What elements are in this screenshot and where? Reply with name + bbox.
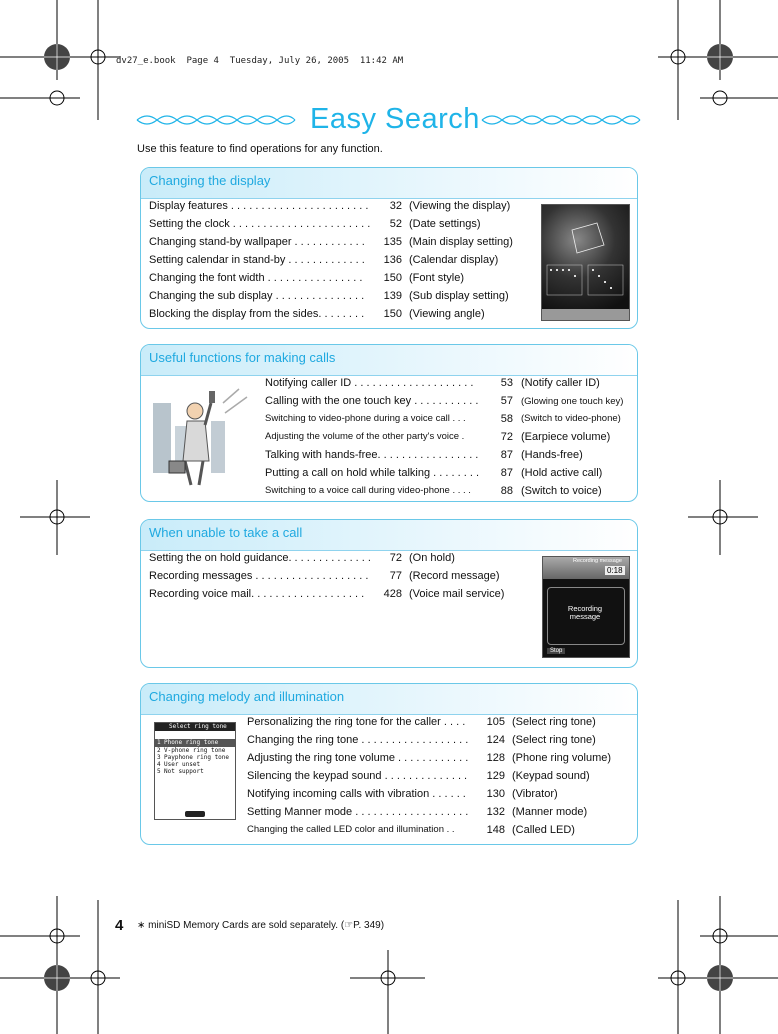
- item-page: 57: [500, 395, 513, 407]
- item-page: 87: [500, 467, 513, 479]
- item-label: Changing the ring tone . . . . . . . . . . . . . . . . . .: [247, 734, 469, 746]
- section-header: [141, 168, 637, 199]
- item-page: 150: [383, 308, 402, 320]
- section-header: [141, 684, 637, 715]
- page-title: Easy Search: [310, 103, 480, 135]
- footnote: ∗ miniSD Memory Cards are sold separately. (☞P. 349): [137, 920, 385, 931]
- item-page: 139: [383, 290, 402, 302]
- item-ref: (On hold): [409, 552, 455, 564]
- item-page: 72: [500, 431, 513, 443]
- ringtone-item: V-phone ring tone: [164, 747, 226, 754]
- item-label: Changing the font width . . . . . . . . . . . . . . . .: [149, 272, 363, 284]
- section-title: Changing melody and illumination: [149, 689, 345, 704]
- page-number: 4: [115, 917, 124, 934]
- ring-tone-screen-image: [154, 722, 236, 820]
- section-header: [141, 520, 637, 551]
- list-item: [247, 824, 575, 836]
- item-page: 150: [383, 272, 402, 284]
- item-page: 132: [486, 806, 505, 818]
- item-label: Notifying incoming calls with vibration . . . . . .: [247, 788, 466, 800]
- list-item: [149, 308, 485, 320]
- item-ref: (Glowing one touch key): [521, 396, 624, 407]
- item-label: Display features . . . . . . . . . . . . . . . . . . . . . . .: [149, 200, 369, 212]
- item-ref: (Viewing angle): [409, 308, 485, 320]
- item-label: Notifying caller ID . . . . . . . . . . . . . . . . . . . .: [265, 377, 474, 389]
- item-ref: (Phone ring volume): [512, 752, 612, 764]
- item-label: Setting Manner mode . . . . . . . . . . . . . . . . . . .: [247, 806, 469, 818]
- item-label: Personalizing the ring tone for the caller . . . .: [247, 716, 466, 728]
- page-subtitle: Use this feature to find operations for any function.: [137, 143, 383, 155]
- item-label: Setting the on hold guidance. . . . . . . . . . . . . .: [149, 552, 371, 564]
- item-ref: (Called LED): [512, 824, 575, 836]
- list-item: [265, 449, 583, 461]
- item-page: 32: [389, 200, 402, 212]
- item-ref: (Hands-free): [521, 449, 583, 461]
- item-label: Talking with hands-free. . . . . . . . . . . . . . . . .: [265, 449, 479, 461]
- ringtone-item: Payphone ring tone: [164, 754, 230, 761]
- item-label: Setting the clock . . . . . . . . . . . . . . . . . . . . . . .: [149, 218, 371, 230]
- item-page: 124: [486, 734, 505, 746]
- item-page: 136: [383, 254, 402, 266]
- item-label: Changing the called LED color and illumination . .: [247, 824, 455, 835]
- list-item: [247, 806, 588, 818]
- item-ref: (Notify caller ID): [521, 377, 600, 389]
- item-ref: (Hold active call): [521, 467, 603, 479]
- item-ref: (Date settings): [409, 218, 481, 230]
- item-page: 72: [389, 552, 402, 564]
- list-item: [265, 413, 621, 425]
- standby-screen-image: [541, 204, 630, 321]
- list-item: [247, 788, 558, 800]
- item-ref: (Sub display setting): [409, 290, 509, 302]
- item-label: Changing stand-by wallpaper . . . . . . . . . . . .: [149, 236, 365, 248]
- ringtone-softkey: [185, 811, 205, 817]
- item-label: Recording messages . . . . . . . . . . . . . . . . . . .: [149, 570, 369, 582]
- ringtone-item: Phone ring tone: [164, 739, 219, 746]
- section-title: When unable to take a call: [149, 525, 303, 540]
- item-ref: (Voice mail service): [409, 588, 505, 600]
- item-page: 87: [500, 449, 513, 461]
- item-page: 128: [486, 752, 505, 764]
- item-page: 130: [486, 788, 505, 800]
- item-page: 105: [486, 716, 505, 728]
- item-page: 428: [383, 588, 402, 600]
- item-page: 77: [389, 570, 402, 582]
- item-ref: (Vibrator): [512, 788, 558, 800]
- list-item: [149, 236, 513, 248]
- list-item: [247, 770, 590, 782]
- item-page: 53: [500, 377, 513, 389]
- ringtone-num: 3: [157, 754, 161, 761]
- title-wave-right-icon: [480, 112, 642, 128]
- item-label: Blocking the display from the sides. . . . . . . .: [149, 308, 365, 320]
- section-making-calls: [140, 344, 638, 502]
- list-item: [149, 552, 455, 564]
- ringtone-num: 4: [157, 761, 161, 768]
- item-label: Switching to video-phone during a voice call . . .: [265, 413, 466, 424]
- recording-title: Recording message: [573, 558, 622, 564]
- item-ref: (Calendar display): [409, 254, 499, 266]
- item-label: Silencing the keypad sound . . . . . . . . . . . . . .: [247, 770, 468, 782]
- item-page: 58: [500, 413, 513, 425]
- list-item: [265, 377, 600, 389]
- ringtone-header-text: Select ring tone: [169, 723, 227, 730]
- item-ref: (Viewing the display): [409, 200, 511, 212]
- print-header: dv27_e.book Page 4 Tuesday, July 26, 2005 11:42 AM: [116, 56, 404, 66]
- item-ref: (Select ring tone): [512, 734, 596, 746]
- list-item: [247, 716, 596, 728]
- item-label: Recording voice mail. . . . . . . . . . . . . . . . . . .: [149, 588, 365, 600]
- item-ref: (Select ring tone): [512, 716, 596, 728]
- item-ref: (Switch to voice): [521, 485, 602, 497]
- section-unable-take-call: [140, 519, 638, 668]
- item-page: 52: [389, 218, 402, 230]
- title-wave-left-icon: [135, 112, 297, 128]
- recording-footer: Stop: [547, 648, 565, 654]
- list-item: [149, 588, 505, 600]
- item-label: Calling with the one touch key . . . . . . . . . . .: [265, 395, 479, 407]
- list-item: [149, 290, 509, 302]
- item-ref: (Record message): [409, 570, 500, 582]
- item-label: Adjusting the volume of the other party's voice .: [265, 431, 465, 442]
- list-item: [149, 272, 465, 284]
- item-label: Adjusting the ring tone volume . . . . . . . . . . . .: [247, 752, 469, 764]
- recording-screen-image: [542, 556, 630, 658]
- item-page: 148: [486, 824, 505, 836]
- list-item: [149, 200, 511, 212]
- recording-time: 0:18: [607, 566, 623, 575]
- ringtone-item: Not support: [164, 768, 204, 775]
- item-page: 129: [486, 770, 505, 782]
- ringtone-num: 5: [157, 768, 161, 775]
- list-item: [149, 254, 499, 266]
- recording-body: Recording message: [567, 604, 603, 621]
- list-item: [247, 752, 612, 764]
- list-item: [265, 485, 602, 497]
- ringtone-num: 2: [157, 747, 161, 754]
- item-page: 88: [500, 485, 513, 497]
- ringtone-item: User unset: [164, 761, 201, 768]
- list-item: [265, 395, 624, 407]
- item-ref: (Switch to video-phone): [521, 413, 621, 424]
- calendar-overlay-icon: [542, 205, 629, 320]
- list-item: [247, 734, 596, 746]
- item-ref: (Keypad sound): [512, 770, 590, 782]
- item-ref: (Manner mode): [512, 806, 588, 818]
- item-ref: (Earpiece volume): [521, 431, 611, 443]
- item-label: Switching to a voice call during video-phone . . . .: [265, 485, 471, 496]
- section-title: Useful functions for making calls: [149, 350, 336, 365]
- section-changing-display: [140, 167, 638, 329]
- item-label: Setting calendar in stand-by . . . . . . . . . . . . .: [149, 254, 365, 266]
- section-title: Changing the display: [149, 173, 271, 188]
- section-melody-illumination: [140, 683, 638, 845]
- item-ref: (Main display setting): [409, 236, 513, 248]
- ringtone-num: 1: [157, 739, 161, 746]
- item-ref: (Font style): [409, 272, 465, 284]
- list-item: [265, 431, 611, 443]
- list-item: [149, 218, 481, 230]
- list-item: [149, 570, 500, 582]
- businessman-phone-icon: [147, 381, 257, 491]
- item-page: 135: [383, 236, 402, 248]
- item-label: Putting a call on hold while talking . . . . . . . .: [265, 467, 480, 479]
- list-item: [265, 467, 603, 479]
- item-label: Changing the sub display . . . . . . . . . . . . . . .: [149, 290, 365, 302]
- section-header: [141, 345, 637, 376]
